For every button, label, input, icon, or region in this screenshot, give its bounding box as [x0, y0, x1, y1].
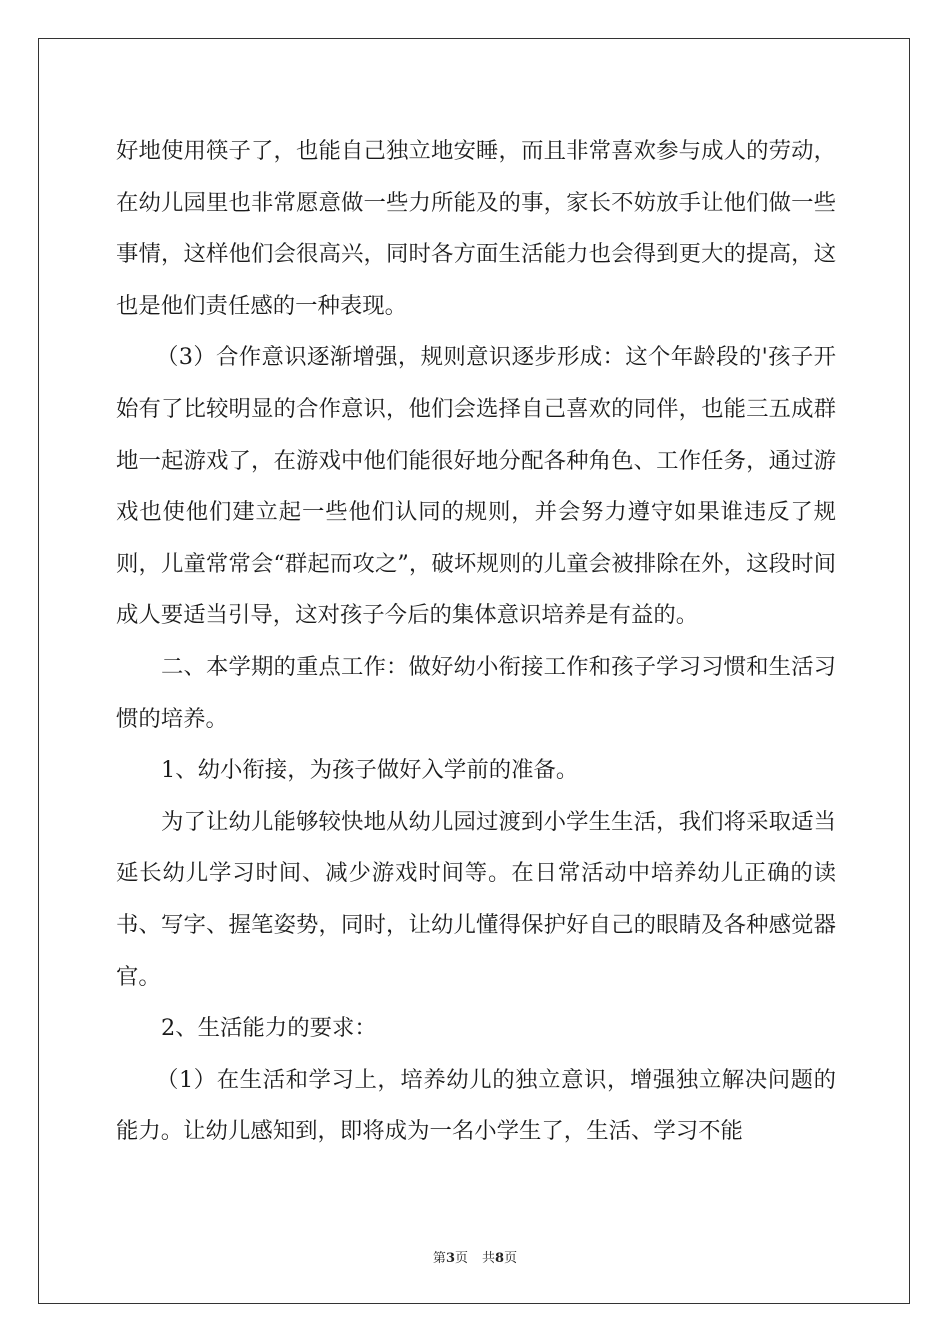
page-footer: [0, 1247, 950, 1266]
paragraph-7: （1）在生活和学习上，培养幼儿的独立意识，增强独立解决问题的能力。让幼儿感知到，即将成为一名小学生了，生活、学习不能: [116, 1066, 836, 1145]
paragraph-5: 为了让幼儿能够较快地从幼儿园过渡到小学生生活，我们将采取适当延长幼儿学习时间、减少游戏时间等。在日常活动中培养幼儿正确的读书、写字、握笔姿势，同时，让幼儿懂得保护好自己的眼睛及各种感觉器官。: [116, 808, 836, 990]
paragraph-4: 1、幼小衔接，为孩子做好入学前的准备。: [161, 757, 579, 784]
paragraph-6: 2、生活能力的要求：: [161, 1015, 377, 1042]
page-current: 3: [445, 1251, 455, 1266]
paragraph-3: 二、本学期的重点工作：做好幼小衔接工作和孩子学习习惯和生活习惯的培养。: [116, 653, 836, 732]
paragraph-2: （3）合作意识逐渐增强，规则意识逐步形成：这个年龄段的'孩子开始有了比较明显的合作意识，他们会选择自己喜欢的同伴，也能三五成群地一起游戏了，在游戏中他们能很好地分配各种角色、工作任务，通过游戏也使他们建立起一些他们认同的规则，并会努力遵守如果谁违反了规则，儿童常常会“群起而攻之”，破坏规则的儿童会被排除在外，这段时间成人要适当引导，这对孩子今后的集体意识培养是有益的。: [116, 344, 836, 629]
page-suffix: 页: [454, 1251, 468, 1266]
total-prefix: 共: [482, 1251, 496, 1266]
page-prefix: 第: [432, 1251, 446, 1266]
document-body: [116, 126, 836, 1158]
page-total: 8: [495, 1251, 505, 1266]
total-suffix: 页: [504, 1251, 518, 1266]
paragraph-1: 好地使用筷子了，也能自己独立地安睡，而且非常喜欢参与成人的劳动，在幼儿园里也非常愿意做一些力所能及的事，家长不妨放手让他们做一些事情，这样他们会很高兴，同时各方面生活能力也会得到更大的提高，这也是他们责任感的一种表现。: [116, 138, 836, 319]
